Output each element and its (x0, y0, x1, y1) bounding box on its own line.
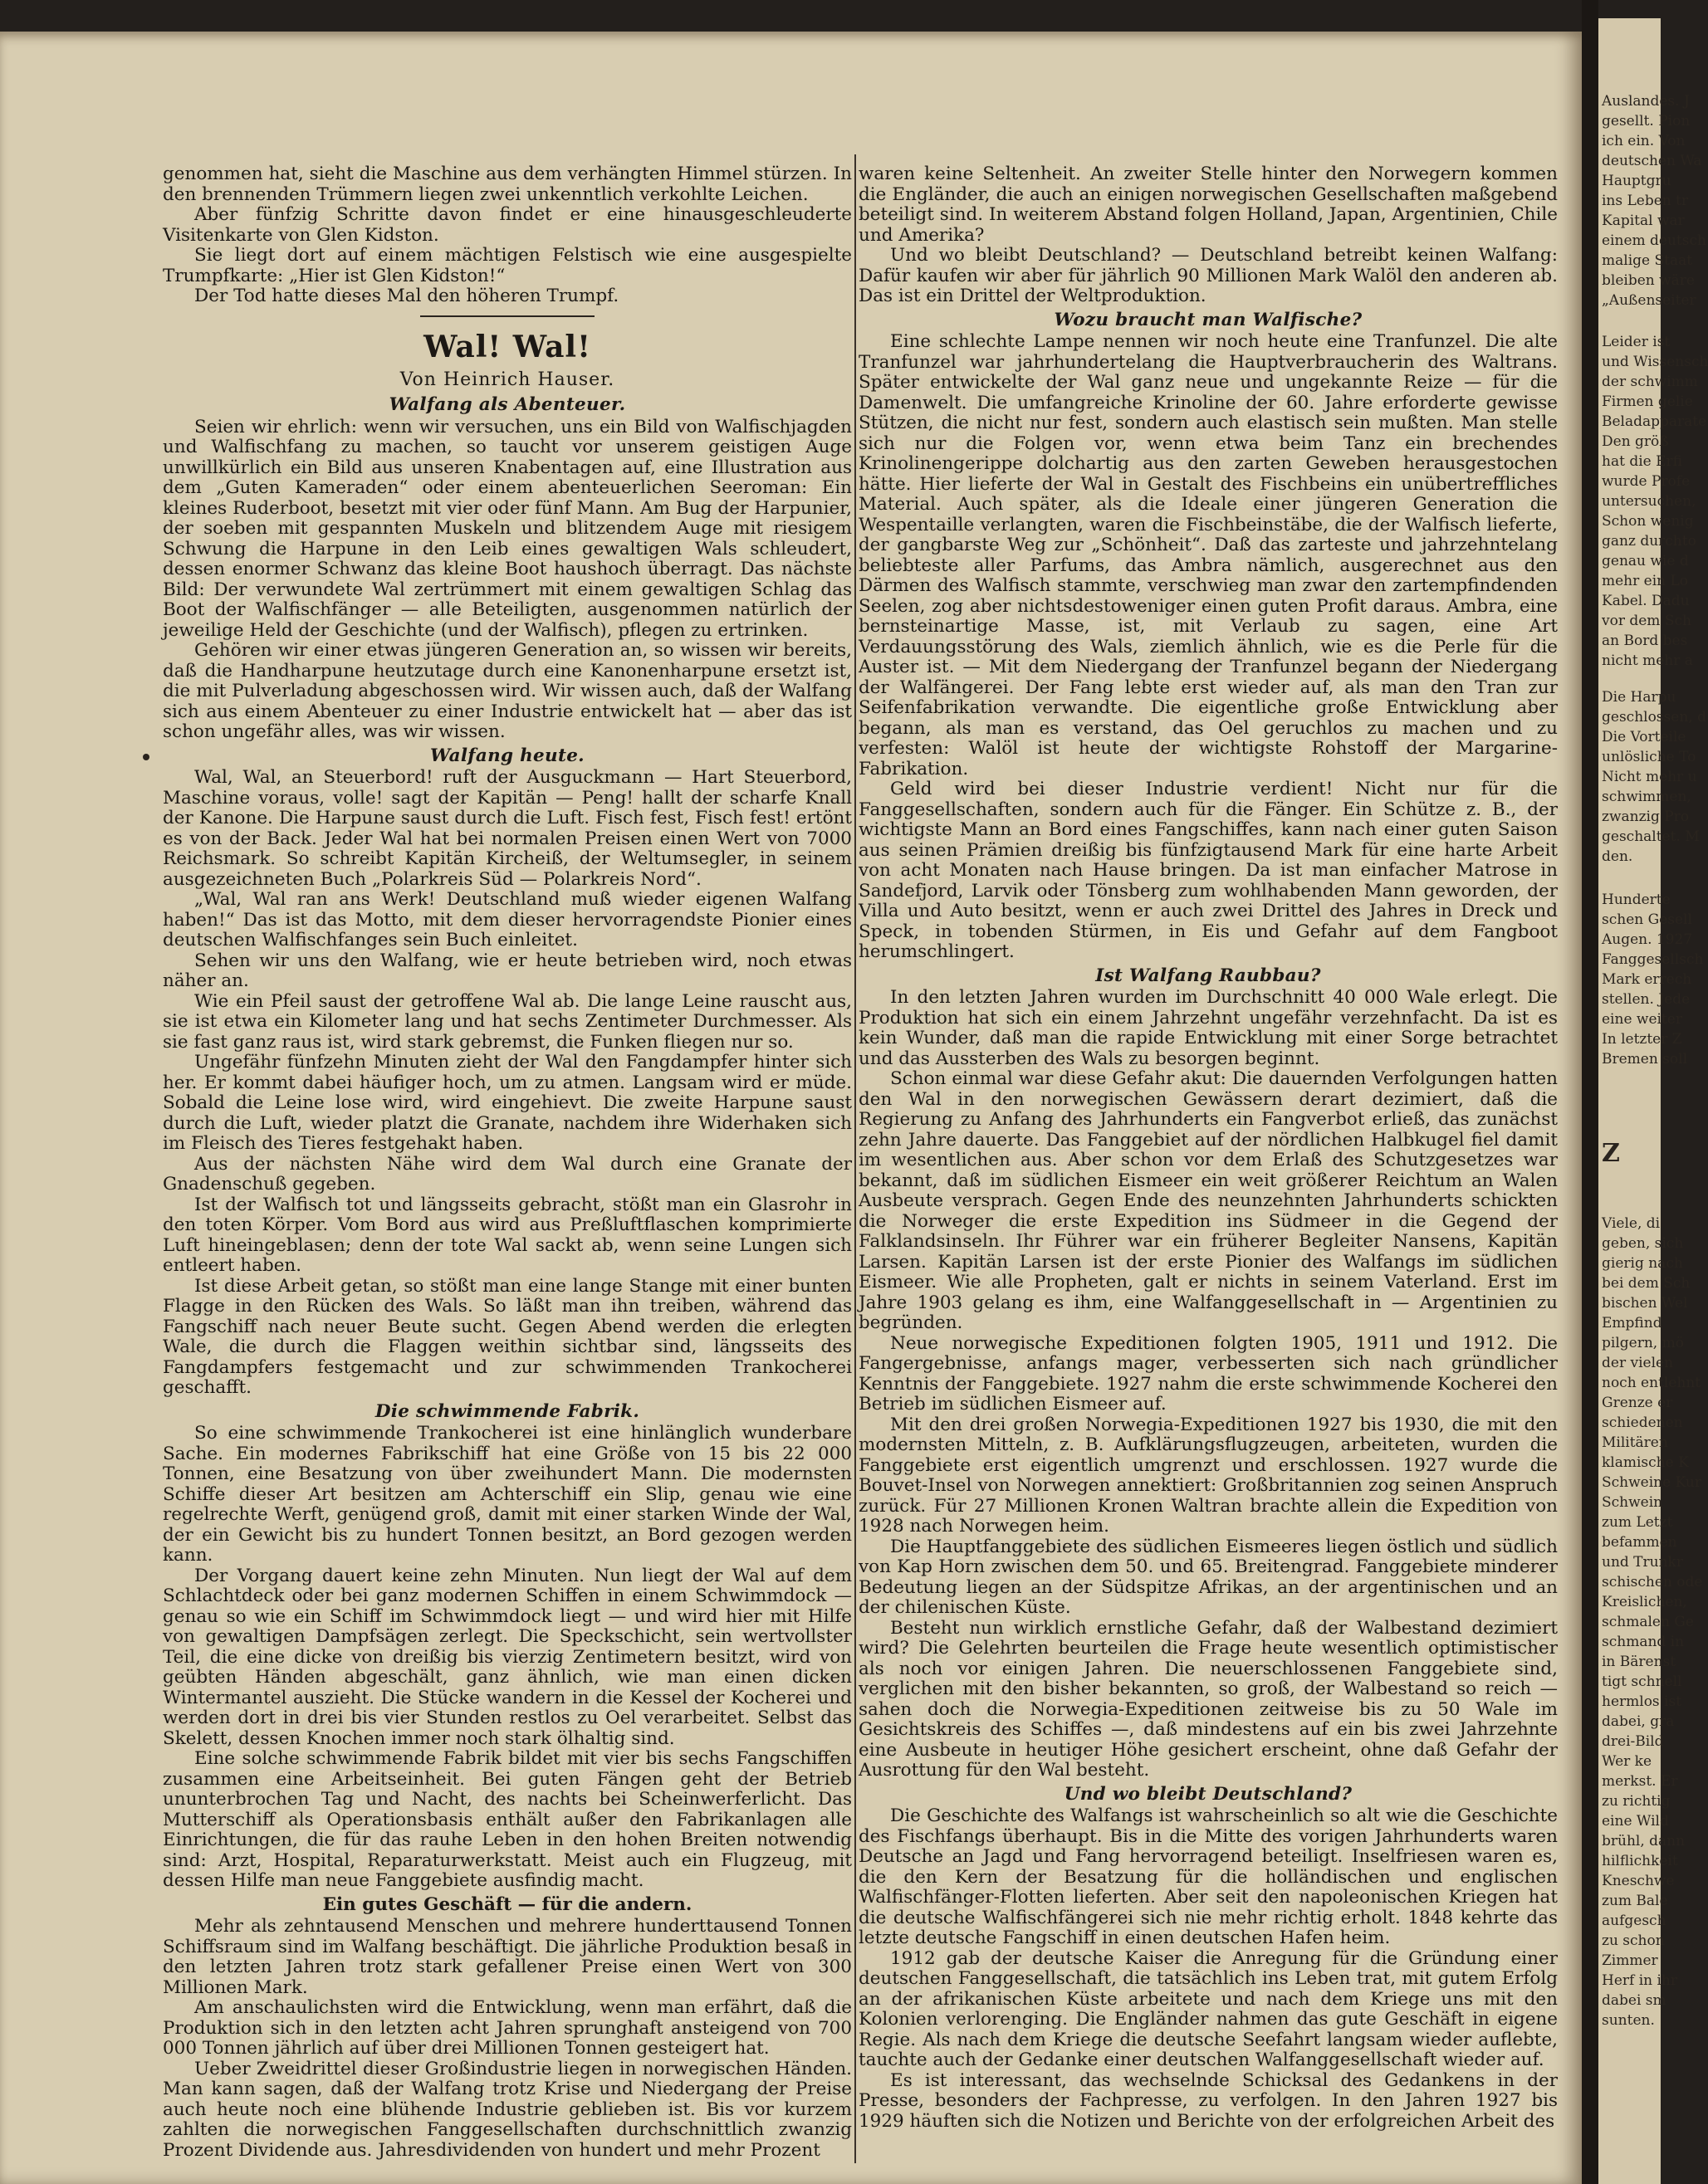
paragraph: Am anschaulichsten wird die Entwicklung, wenn man erfährt, daß die Produktion sich in den letzten acht Jahren sprunghaft ansteigend von 700 000 Tonnen jährlich auf über drei Millionen Tonnen gesteigert hat. (163, 1997, 852, 2059)
next-page-fragment: Nicht mehr u (1602, 769, 1697, 785)
next-page-fragment: Kapital war (1602, 213, 1685, 229)
next-page-fragment: deutschen Wa (1602, 153, 1702, 169)
article-byline: Von Heinrich Hauser. (399, 369, 615, 390)
column-divider (854, 154, 856, 2163)
ink-dot (143, 754, 149, 760)
next-page-fragment: bei dem Sch (1602, 1275, 1691, 1292)
prev-story-p3: Sie liegt dort auf einem mächtigen Felstisch wie eine ausgespielte Trumpfkarte: „Hier ist Glen Kidston!“ (163, 245, 852, 286)
next-page-fragment: Z (1602, 1139, 1620, 1168)
next-page-fragment: schischen ode (1602, 1574, 1703, 1590)
section-heading-abenteuer: Walfang als Abenteuer. (389, 394, 626, 415)
next-page-fragment: geschlossen, d (1602, 709, 1706, 726)
next-page-fragment: Viele, di (1602, 1215, 1661, 1232)
next-page-fragment: schmalen Ge (1602, 1614, 1694, 1630)
next-page-fragment: zu richtig (1602, 1793, 1671, 1810)
next-page-fragment: befammen (1602, 1534, 1677, 1551)
paragraph: Ueber Zweidrittel dieser Großindustrie liegen in norwegischen Händen. Man kann sagen, daß der Walfang trotz Krise und Niedergang der Preise auch heute noch eine blühende Industrie geblieben ist. Bis vor kurzem zahlten die norwegischen Fanggesellschaften durchschnittlich zwanzig Prozent Dividende aus. Jahresdividenden von hundert und mehr Prozent (163, 2058, 852, 2161)
paragraph: Eine solche schwimmende Fabrik bildet mit vier bis sechs Fangschiffen zusammen eine Arbeitseinheit. Bei guten Fängen geht der Betrieb ununterbrochen Tag und Nacht, des nachts bei Scheinwerferlicht. Das Mutterschiff als Operationsbasis enthält außer den Fabrikanlagen alle Einrichtungen, die für das rauhe Leben in den hohen Breiten notwendig sind: Arzt, Hospital, Reparaturwerkstatt. Meist auch ein Flugzeug, mit dessen Hilfe man neue Fanggebiete ausfindig macht. (163, 1748, 852, 1891)
next-page-fragment: Beladapparate (1602, 413, 1707, 430)
next-page-fragment: dabei, gra (1602, 1713, 1675, 1730)
left-column (163, 164, 852, 2161)
book-gutter (1582, 0, 1598, 2184)
next-page-fragment: schmand in (1602, 1634, 1685, 1650)
next-page-fragment: „Außenseiter (1602, 292, 1696, 309)
next-page-fragment: malige Staat (1602, 252, 1693, 269)
next-page-fragment: den. (1602, 848, 1633, 865)
next-page-fragment: noch entlehnt (1602, 1375, 1701, 1391)
next-page-fragment: Herf in ihr (1602, 1972, 1678, 1989)
next-page-fragment: Schon wenig (1602, 513, 1694, 530)
next-page-fragment: Hauptgru (1602, 173, 1671, 189)
paragraph: Gehören wir einer etwas jüngeren Generation an, so wissen wir bereits, daß die Handharpune heutzutage durch eine Kanonenharpune ersetzt ist, die mit Pulverladung abgeschossen wird. Wir wissen auch, daß der Walfang sich aus einem Abenteuer zu einer Industrie entwickelt hat — aber das ist schon ungefähr alles, was wir wissen. (163, 640, 852, 742)
next-page-fragment: Leider ist (1602, 334, 1671, 350)
section-heading-deutschland: Und wo bleibt Deutschland? (1064, 1783, 1353, 1805)
prev-story-p2: Aber fünfzig Schritte davon findet er eine hinausgeschleuderte Visitenkarte von Glen Kidston. (163, 204, 852, 246)
next-page-fragment: tigt schnell (1602, 1673, 1682, 1690)
article-title: Wal! Wal! (423, 329, 591, 364)
paragraph: Mehr als zehntausend Menschen und mehrere hunderttausend Tonnen Schiffsraum sind im Walfang beschäftigt. Die jährliche Produktion besaß in den letzten Jahren trotz stark gefallener Preise einen Wert von 300 Millionen Mark. (163, 1916, 852, 1998)
next-page-fragment: zu schon (1602, 1932, 1665, 1949)
paragraph: Seien wir ehrlich: wenn wir versuchen, uns ein Bild von Walfischjagden und Walfischfang zu machen, so taucht vor unserem geistigen Auge unwillkürlich ein Bild aus unseren Knabentagen auf, eine Illustration aus dem „Guten Kameraden“ oder einem abenteuerlichen Seeroman: Ein kleines Ruderboot, besetzt mit vier oder fünf Mann. Am Bug der Harpunier, der soeben mit gespannten Muskeln und blitzendem Auge mit riesigem Schwung die Harpune in den Leib eines gewaltigen Wals schleudert, dessen enormer Schwanz das kleine Boot haushoch überragt. Das nächste Bild: Der verwundete Wal zertrümmert mit einem gewaltigen Schlag das Boot der Walfischfänger — alle Beteiligten, ausgenommen natürlich der jeweilige Held der Geschichte (und der Walfisch), pflegen zu ertrinken. (163, 416, 852, 641)
next-page-fragment: genau wie d (1602, 553, 1689, 569)
next-page-fragment: an Bord bes (1602, 633, 1688, 649)
next-page-fragment: Kreislichen, (1602, 1594, 1687, 1610)
next-page-fragment: zwanzig Pro (1602, 809, 1690, 825)
next-page-fragment: und Trunkr (1602, 1554, 1683, 1571)
next-page-fragment: aufgesch (1602, 1913, 1666, 1929)
next-page-fragment: dabei sm (1602, 1992, 1666, 2009)
next-page-fragment: hermlos ist (1602, 1693, 1682, 1710)
next-page-fragment: klamische K (1602, 1454, 1689, 1471)
next-page-fragment: bischen Wel (1602, 1295, 1688, 1312)
next-page-edge (1598, 18, 1708, 2184)
paragraph: Mit den drei großen Norwegia-Expeditionen 1927 bis 1930, die mit den modernsten Mitteln, z. B. Aufklärungsflugzeugen, arbeiteten, wurden die Fanggebiete erst eigentlich umgrenzt und erschlossen. 1927 wurde die Bouvet-Insel von Norwegen annektiert: Großbritannien zog seinen Anspruch zurück. Für 27 Millionen Kronen Waltran brachte allein die Expedition von 1928 nach Norwegen heim. (859, 1414, 1558, 1537)
next-page-fragment: Firmen gelie (1602, 393, 1693, 410)
next-page-fragment: der schwimm (1602, 374, 1698, 390)
paragraph: 1912 gab der deutsche Kaiser die Anregung für die Gründung einer deutschen Fanggesellschaft, die tatsächlich ins Leben trat, mit gutem Erfolg an der afrikanischen Küste arbeitete und nach dem Kriege uns mit den Kolonien verlorenging. Die Engländer nahmen das gute Geschäft in eigene Regie. Als nach dem Kriege die deutsche Seefahrt langsam wieder auflebte, tauchte auch der Gedanke einer deutschen Walfanggesellschaft wieder auf. (859, 1947, 1558, 2070)
next-page-fragment: nicht mehr a (1602, 652, 1693, 669)
next-page-fragment: sunten. (1602, 2012, 1655, 2029)
section-heading-raubbau: Ist Walfang Raubbau? (1095, 965, 1321, 986)
next-page-fragment: in Bärenst (1602, 1654, 1676, 1670)
next-page-fragment: Empfind (1602, 1315, 1662, 1331)
next-page-fragment: ich ein. Von (1602, 133, 1686, 149)
section-heading-wozu: Wozu braucht man Walfische? (1054, 309, 1363, 330)
next-page-fragment: Kneschwe (1602, 1873, 1675, 1889)
next-page-fragment: Hunderte (1602, 892, 1671, 908)
paragraph: Geld wird bei dieser Industrie verdient! Nicht nur für die Fanggesellschaften, sondern auch für die Fänger. Ein Schütze z. B., der wichtigste Mann an Bord eines Fangschiffes, kann nach einer guten Saison aus seinen Prämien dreißig bis fünfzigtausend Mark für eine harte Arbeit von acht Monaten nach Hause bringen. Da ist man einfacher Matrose in Sandefjord, Larvik oder Tönsberg zum wohlhabenden Mann geworden, der Villa und Auto besitzt, wenn er auch zwei Drittel des Jahres in Dreck und Speck, in tobenden Stürmen, in Eis und Gefahr auf dem Fangboot herumschlingert. (859, 779, 1558, 962)
paragraph: Ist der Walfisch tot und längsseits gebracht, stößt man ein Glasrohr in den toten Körper. Vom Bord aus wird aus Preßluftflaschen komprimierte Luft hineingeblasen; denn der tote Wal sackt ab, wenn seine Lungen sich entleert haben. (163, 1194, 852, 1276)
paragraph: Sehen wir uns den Walfang, wie er heute betrieben wird, noch etwas näher an. (163, 950, 852, 991)
paragraph: Wie ein Pfeil saust der getroffene Wal ab. Die lange Leine rauscht aus, sie ist etwa ein Kilometer lang und hat sechs Zentimeter Durchmesser. Als sie fast ganz raus ist, wird stark gebremst, die Funken fliegen nur so. (163, 990, 852, 1053)
next-page-fragment: Den größ (1602, 433, 1669, 450)
paragraph: Neue norwegische Expeditionen folgten 1905, 1911 und 1912. Die Fangergebnisse, anfangs mager, verbesserten sich nach gründlicher Kenntnis der Fanggebiete. 1927 nahm die erste schwimmende Kocherei den Betrieb im südlichen Eismeer auf. (859, 1332, 1558, 1414)
right-column (859, 164, 1558, 2132)
next-page-fragment: und Wissensch (1602, 354, 1708, 370)
section-heading-heute: Walfang heute. (430, 745, 585, 766)
newspaper-page (0, 32, 1582, 2184)
next-page-fragment: unlösliche To (1602, 749, 1696, 765)
paragraph: Es ist interessant, das wechselnde Schicksal des Gedankens in der Presse, besonders der Fachpresse, zu verfolgen. In den Jahren 1927 bis 1929 häuften sich die Notizen und Berichte von der erfolgreichen Arbeit des (859, 2069, 1558, 2132)
next-page-fragment: vor dem Sch (1602, 613, 1691, 629)
paragraph: In den letzten Jahren wurden im Durchschnitt 40 000 Wale erlegt. Die Produktion hat sich ein einem Jahrzehnt ungefähr verzehnfacht. Da ist es kein Wunder, daß man die rapide Entwicklung mit einer Sorge betrachtet und das Aussterben des Wals zu besorgen beginnt. (859, 987, 1558, 1069)
next-page-fragment: drei-Bild (1602, 1733, 1664, 1750)
next-page-fragment: hat die Erfi (1602, 453, 1682, 470)
next-page-fragment: schiedenen (1602, 1414, 1683, 1431)
paragraph: Eine schlechte Lampe nennen wir noch heute eine Tranfunzel. Die alte Tranfunzel war jahrhundertelang die Hauptverbraucherin des Waltrans. Später entwickelte der Wal ganz neue und ungekannte Reize — für die Damenwelt. Die umfangreiche Krinoline der 60. Jahre erforderte gewisse Stützen, die nicht nur fest, sondern auch elastisch sein mußten. Man stelle sich nur die Folgen vor, wenn etwa beim Tanz ein brechendes Krinolinengerippe dolchartig aus den zarten Geweben herausgestochen hätte. Hier lieferte der Wal in Gestalt des Fischbeins ein unübertreffliches Material. Auch später, als die Ideale einer jüngeren Generation die Wespentaille verlangten, waren die Fischbeinstäbe, die der Walfisch lieferte, der gangbarste Weg zur „Schönheit“. Daß das zarteste und jahrzehntelang beliebteste aller Parfums, das Ambra nämlich, ausgerechnet aus den Därmen des Walfisch stammte, verschwieg man zwar den zartempfindenden Seelen, zog aber nichtsdestoweniger einen guten Profit daraus. Ambra, eine bernsteinartige Masse, ist, mit Verlaub zu sagen, eine Art Verdauungsstörung des Wals, ziemlich ähnlich, wie es die Perle für die Auster ist. — Mit dem Niedergang der Tranfunzel begann der Niedergang der Walfängerei. Der Fang lebte erst wieder auf, als man den Tran zur Seifenfabrikation verwandte. Die eigentliche große Entwicklung aber begann, als man es verstand, das Oel geruchlos zu machen und zu verfesten: Walöl ist heute der wichtigste Rohstoff der Margarine-Fabrikation. (859, 331, 1558, 779)
paragraph: waren keine Seltenheit. An zweiter Stelle hinter den Norwegern kommen die Engländer, die auch an einigen norwegischen Gesellschaften maßgebend beteiligt sind. In weiterem Abstand folgen Holland, Japan, Argentinien, Chile und Amerika? (859, 164, 1558, 246)
next-page-fragment: Schwein (1602, 1494, 1663, 1511)
next-page-fragment: untersuchen, (1602, 493, 1696, 510)
next-page-fragment: mehr ein Lo (1602, 573, 1689, 589)
next-page-fragment: ganz durchto (1602, 533, 1696, 550)
next-page-fragment: merkst. Er (1602, 1773, 1678, 1790)
next-page-fragment: einem deutsch (1602, 232, 1706, 249)
paragraph: Die Hauptfanggebiete des südlichen Eismeeres liegen östlich und südlich von Kap Horn zwischen dem 50. und 65. Breitengrad. Fanggebiete minderer Bedeutung liegen an der Südspitze Afrikas, an der argentinischen und an der chilenischen Küste. (859, 1536, 1558, 1618)
next-page-fragment: Militären (1602, 1434, 1668, 1451)
next-page-fragment: hilflichkeit (1602, 1853, 1678, 1869)
section-heading-geschaeft: Ein gutes Geschäft — für die andern. (322, 1893, 692, 1915)
next-page-fragment: geben, sich (1602, 1235, 1684, 1252)
next-page-fragment: gierig nach (1602, 1255, 1683, 1272)
next-page-fragment: zum Bale (1602, 1893, 1668, 1909)
next-page-fragment: Die Vorteile (1602, 729, 1686, 745)
next-page-fragment: pilgern, mö (1602, 1335, 1684, 1351)
paragraph: Der Vorgang dauert keine zehn Minuten. Nun liegt der Wal auf dem Schlachtdeck oder bei ganz modernen Schiffen in einem Schwimmdock — genau so wie ein Schiff im Schwimmdock liegt — und wird hier mit Hilfe von gewaltigen Dampfsägen zerlegt. Die Speckschicht, sein wertvollster Teil, die eine dicke von dreißig bis vierzig Zentimetern besitzt, wird von geübten Händen abgeschält, ganz ähnlich, wie man einen dicken Wintermantel auszieht. Die Stücke wandern in die Kessel der Kocherei und werden dort in drei bis vier Stunden restlos zu Oel verarbeitet. Selbst das Skelett, dessen Knochen immer noch stark ölhaltig sind. (163, 1565, 852, 1749)
paragraph: Ist diese Arbeit getan, so stößt man eine lange Stange mit einer bunten Flagge in den Rücken des Wals. So läßt man ihn treiben, während das Fangschiff nach neuer Beute sucht. Gegen Abend werden die erlegten Wale, die durch die Flaggen weithin sichtbar sind, längsseits des Fangdampfers festgemacht und zur schwimmenden Trankocherei geschafft. (163, 1275, 852, 1398)
next-page-fragment: Zimmer (1602, 1952, 1658, 1969)
paragraph: Aus der nächsten Nähe wird dem Wal durch eine Granate der Gnadenschuß gegeben. (163, 1153, 852, 1195)
paragraph: Die Geschichte des Walfangs ist wahrscheinlich so alt wie die Geschichte des Fischfangs überhaupt. Bis in die Mitte des vorigen Jahrhunderts waren Deutsche an Jagd und Fang hervorragend beteiligt. Inselfriesen waren es, die den Kern der Besatzung für die holländischen und englischen Walfischfänger-Flotten lieferten. Aber seit den napoleonischen Kriegen hat die deutsche Walfischfängerei sich nie mehr richtig erholt. 1848 kehrte das letzte deutsche Fangschiff in einen deutschen Hafen heim. (859, 1805, 1558, 1948)
next-page-fragment: Kabel. Dadu (1602, 593, 1690, 609)
next-page-fragment: wurde Profe (1602, 473, 1691, 490)
next-page-fragment: brühl, dann (1602, 1833, 1686, 1849)
paragraph: Wal, Wal, an Steuerbord! ruft der Ausguckmann — Hart Steuerbord, Maschine voraus, volle! sagt der Kapitän — Peng! hallt der scharfe Knall der Kanone. Die Harpune saust durch die Luft. Fisch fest, Fisch fest! ertönt es von der Back. Jeder Wal hat bei normalen Preisen einen Wert von 7000 Reichsmark. So schreibt Kapitän Kircheiß, der Weltumsegler, in seinem ausgezeichneten Buch „Polarkreis Süd — Polarkreis Nord“. (163, 767, 852, 890)
next-page-fragment: In letzter Z (1602, 1031, 1682, 1048)
next-page-fragment: eine Wild (1602, 1813, 1669, 1830)
next-page-fragment: der vielen (1602, 1355, 1674, 1371)
paragraph: Und wo bleibt Deutschland? — Deutschland betreibt keinen Walfang: Dafür kaufen wir aber für jährlich 90 Millionen Mark Walöl den anderen ab. Das ist ein Drittel der Weltproduktion. (859, 245, 1558, 306)
next-page-fragment: geschaltet. M (1602, 828, 1700, 845)
next-page-fragment: schwimmen, (1602, 789, 1691, 805)
paragraph: Ungefähr fünfzehn Minuten zieht der Wal den Fangdampfer hinter sich her. Er kommt dabei häufiger hoch, um zu atmen. Langsam wird er müde. Sobald die Leine lose wird, wird eingehievt. Die zweite Harpune saust durch die Luft, wieder platzt die Granate, nachdem ihre Widerhaken sich im Fleisch des Tieres festgehakt haben. (163, 1052, 852, 1154)
paragraph: Besteht nun wirklich ernstliche Gefahr, daß der Walbestand dezimiert wird? Die Gelehrten beurteilen die Frage heute wesentlich optimistischer als noch vor einigen Jahren. Die neuerschlossenen Fanggebiete sind, verglichen mit den bisher bekannten, so groß, der Walbestand so reich — sahen doch die Norwegia-Expeditionen zeitweise bis zu 50 Wale im Gesichtskreis des Schiffes —, daß mindestens auf ein bis zwei Jahrzehnte eine Ausbeute in heutiger Höhe gesichert erscheint, ohne daß Gefahr der Ausrottung für den Wal besteht. (859, 1617, 1558, 1781)
next-page-fragment: schen Gesell (1602, 911, 1692, 928)
next-page-fragment: gesellt. Pion (1602, 113, 1691, 129)
next-page-fragment: Wer ke (1602, 1753, 1652, 1770)
prev-story-p4: Der Tod hatte dieses Mal den höheren Trumpf. (194, 286, 619, 306)
paragraph: Schon einmal war diese Gefahr akut: Die dauernden Verfolgungen hatten den Wal in den norwegischen Gewässern derart dezimiert, daß die Regierung zu Anfang des Jahrhunderts ein Fangverbot erließ, das zunächst zehn Jahre dauerte. Das Fanggebiet auf der nördlichen Halbkugel fiel damit im wesentlichen aus. Aber schon vor dem Erlaß des Schutzgesetzes war bekannt, daß im südlichen Eismeer ein weit größerer Reichtum an Walen Ausbeute versprach. Gegen Ende des neunzehnten Jahrhunderts schickten die Norweger die erste Expedition ins Südmeer in die Gegend der Falklandsinseln. Ihr Führer war ein früherer Begleiter Nansens, Kapitän Larsen. Kapitän Larsen ist der erste Pionier des Walfangs im südlichen Eismeer. Wie alle Propheten, galt er nichts in seinem Vaterland. Erst im Jahre 1903 gelang es ihm, eine Walfanggesellschaft in — Argentinien zu begründen. (859, 1068, 1558, 1333)
next-page-fragment: Bremen soll (1602, 1051, 1688, 1068)
next-page-fragment: eine weiter (1602, 1011, 1682, 1028)
next-page-fragment: Grenze er (1602, 1395, 1673, 1411)
story-divider (420, 315, 595, 317)
prev-story-p1: genommen hat, sieht die Maschine aus dem verhängten Himmel stürzen. In den brennenden Trümmern liegen zwei unkenntlich verkohlte Leichen. (163, 164, 852, 205)
next-page-fragment: Fanggesellsch (1602, 951, 1704, 968)
next-page-fragment: stellen. Jede (1602, 991, 1691, 1008)
section-heading-fabrik: Die schwimmende Fabrik. (374, 1400, 640, 1422)
next-page-fragment: Mark errech (1602, 971, 1692, 988)
next-page-fragment: zum Letzt (1602, 1514, 1673, 1531)
next-page-fragment: Die Harpu (1602, 689, 1676, 706)
next-page-fragment: bleiben wäre (1602, 272, 1695, 289)
next-page-fragment: Schweine Kur (1602, 1474, 1701, 1491)
paragraph: So eine schwimmende Trankocherei ist eine hinlänglich wunderbare Sache. Ein modernes Fabrikschiff hat eine Größe von 15 bis 22 000 Tonnen, eine Besatzung von über zweihundert Mann. Die modernsten Schiffe dieser Art besitzen am Achterschiff ein Slip, genau wie eine regelrechte Werft, genügend groß, damit mit einer starken Winde der Wal, der ein Gewicht bis zu hundert Tonnen besitzt, an Bord gezogen werden kann. (163, 1423, 852, 1566)
paragraph: „Wal, Wal ran ans Werk! Deutschland muß wieder eigenen Walfang haben!“ Das ist das Motto, mit dem dieser hervorragendste Pionier eines deutschen Walfischfanges sein Buch einleitet. (163, 889, 852, 950)
next-page-fragment: Auslandes. J (1602, 93, 1690, 110)
next-page-fragment: ins Leben tr (1602, 193, 1689, 209)
next-page-fragment: Augen. 1927 (1602, 931, 1693, 948)
